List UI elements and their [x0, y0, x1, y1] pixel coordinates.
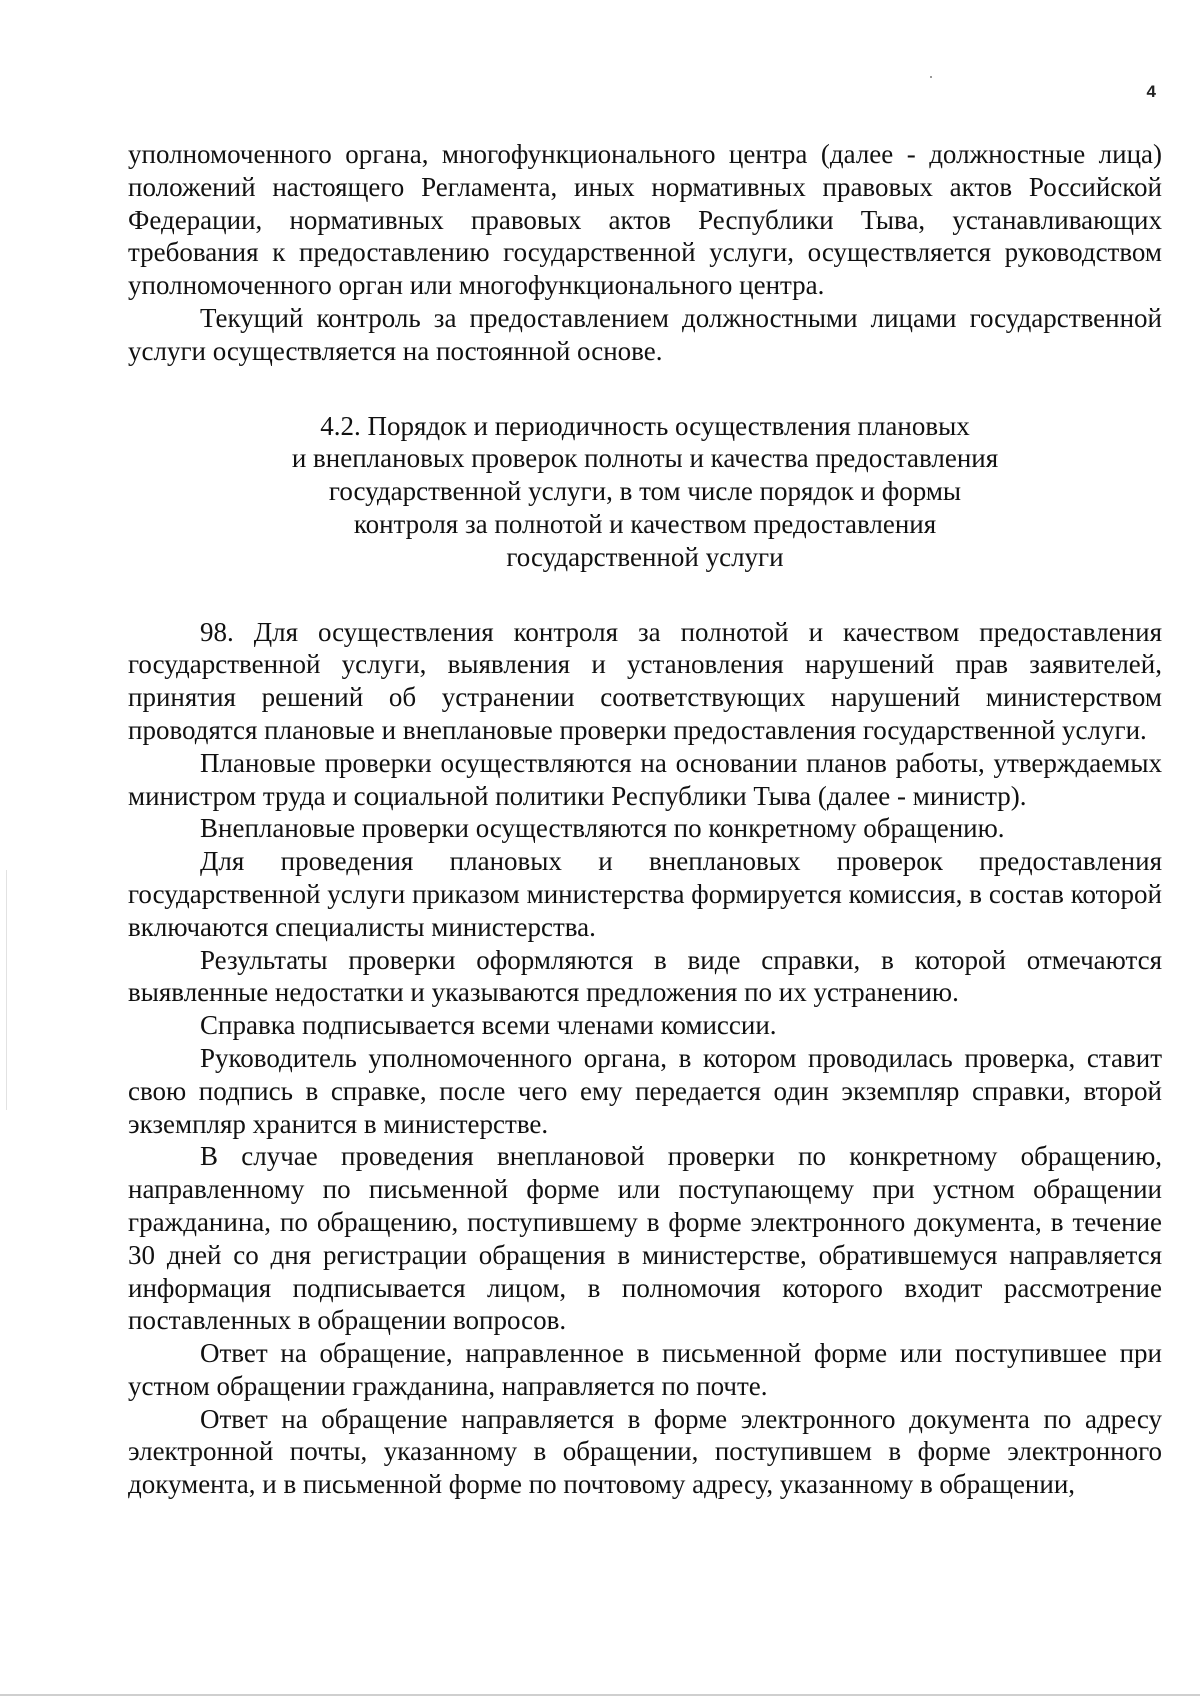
- scan-edge-line: [6, 870, 7, 1110]
- section-heading-line: государственной услуги: [506, 541, 784, 572]
- scan-edge-line: [0, 1694, 1200, 1696]
- paragraph: Ответ на обращение направляется в форме электронного документа по адресу электронной почты, указанному в обращении, поступившем в форме электронного документа, и в письменной форме по почтовому адресу, указанному в обращении,: [128, 1403, 1162, 1500]
- paragraph: Справка подписывается всеми членами комиссии.: [200, 1010, 777, 1041]
- paragraph: Плановые проверки осуществляются на основании планов работы, утверждаемых министром труда и социальной политики Республики Тыва (далее - министр).: [128, 747, 1162, 811]
- paragraph: Результаты проверки оформляются в виде справки, в которой отмечаются выявленные недостатки и указываются предложения по их устранению.: [128, 944, 1162, 1008]
- paragraph: Внеплановые проверки осуществляются по конкретному обращению.: [200, 813, 1005, 844]
- paragraph: 98. Для осуществления контроля за полнотой и качеством предоставления государственной услуги, выявления и установления нарушений прав заявителей, принятия решений об устранении соответствующих нарушений министерством проводятся плановые и внеплановые проверки предоставления государственной услуги.: [128, 616, 1162, 745]
- paragraph: Текущий контроль за предоставлением должностными лицами государственной услуги осуществляется на постоянной основе.: [128, 302, 1162, 366]
- paragraph: Для проведения плановых и внеплановых проверок предоставления государственной услуги приказом министерства формируется комиссия, в состав которой включаются специалисты министерства.: [128, 846, 1162, 942]
- document-body: [128, 138, 1162, 1501]
- section-heading-line: государственной услуги, в том числе порядок и формы: [328, 476, 962, 507]
- paragraph: В случае проведения внеплановой проверки по конкретному обращению, направленному по письменной форме или поступающему при устном обращении гражданина, по обращению, поступившему в форме электронного документа, в течение 30 дней со дня регистрации обращения в министерстве, обратившемуся направляется информация подписывается лицом, в полномочия которого входит рассмотрение поставленных в обращении вопросов.: [128, 1141, 1162, 1336]
- section-heading: [128, 410, 1162, 574]
- paragraph-continuation: уполномоченного органа, многофункционального центра (далее - должностные лица) положений настоящего Регламента, иных нормативных правовых актов Российской Федерации, нормативных правовых актов Республики Тыва, устанавливающих требования к предоставлению государственной услуги, осуществляется руководством уполномоченного орган или многофункционального центра.: [128, 139, 1162, 301]
- scan-speck: [930, 76, 932, 78]
- paragraph: Ответ на обращение, направленное в письменной форме или поступившее при устном обращении гражданина, направляется по почте.: [128, 1338, 1162, 1401]
- paragraph: Руководитель уполномоченного органа, в котором проводилась проверка, ставит свою подпись в справке, после чего ему передается один экземпляр справки, второй экземпляр хранится в министерстве.: [128, 1042, 1162, 1139]
- section-heading-line: 4.2. Порядок и периодичность осуществления плановых: [320, 410, 970, 441]
- section-heading-line: и внеплановых проверок полноты и качества предоставления: [291, 443, 999, 474]
- page-number: 4: [1146, 82, 1156, 101]
- section-heading-line: контроля за полнотой и качеством предоставления: [353, 508, 937, 539]
